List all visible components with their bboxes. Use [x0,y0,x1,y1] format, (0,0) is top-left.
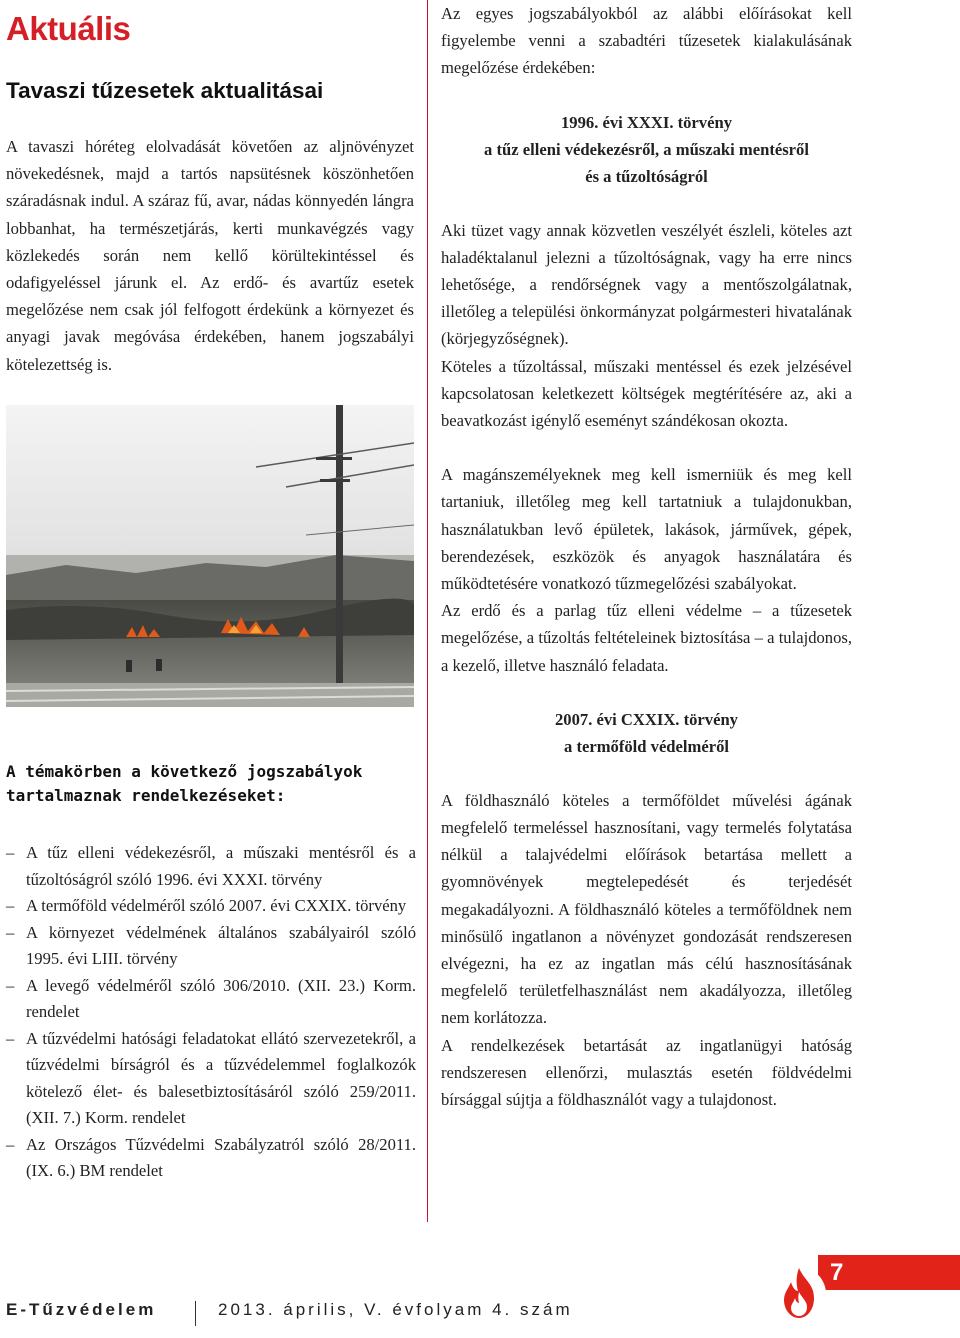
law1-title: 1996. évi XXXI. törvény [561,112,732,132]
right-column [441,0,852,1113]
footer-separator [195,1301,196,1326]
law-list-item: – A termőföld védelméről szóló 2007. évi CXXIX. törvény [6,896,407,915]
law-list-item: – A környezet védelmének általános szabályairól szóló 1995. évi LIII. törvény [6,922,416,968]
law1-subtitle-line2: és a tűzoltóságról [585,166,708,186]
right-intro: Az egyes jogszabályokból az alábbi előírásokat kell figyelembe venni a szabadtéri tűzesetek kialakulásának megelőzése érdekében: [441,4,852,78]
law1-paragraph-3: A magánszemélyeknek meg kell ismerniük és meg kell tartaniuk, illetőleg meg kell tartatniuk a tulajdonukban, használatukban levő épületek, lakások, járművek, gépek, berendezések, eszközök és anyagok használatára és működtetésére vonatkozó tűzmegelőzési szabályokat. [441,465,852,594]
page-number: 7 [830,1259,844,1286]
laws-heading: A témakörben a következő jogszabályok tartalmaznak rendelkezéseket: [6,762,363,805]
law-list-item: – A tűzvédelmi hatósági feladatokat ellátó szervezetekről, a tűzvédelmi bírságról és a tűzvédelemmel foglalkozók kötelező élet- és balesetbiztosításáról szóló 259/2011. (XII. 7.) Korm. rendelet [6,1028,416,1127]
flame-icon [770,1262,828,1324]
law-list-item: – A tűz elleni védekezésről, a műszaki mentésről és a tűzoltóságról szóló 1996. évi XXXI. törvény [6,843,416,889]
law2-paragraph-2: A rendelkezések betartását az ingatlanügyi hatóság rendszeresen ellenőrzi, mulasztás esetén földvédelmi bírsággal sújtja a földhasználót vagy a tulajdonost. [441,1035,852,1110]
footer-brand: E-Tűzvédelem [6,1300,157,1319]
law-list-item: – A levegő védelméről szóló 306/2010. (XII. 23.) Korm. rendelet [6,975,416,1021]
law2-subtitle: a termőföld védelméről [564,736,729,756]
section-label: Aktuális [6,10,131,47]
law2-paragraph-1: A földhasználó köteles a termőföldet művelési ágának megfelelő termeléssel hasznosítani, vagy termelés folytatása nélkül a talajvédelmi előírások betartása mellett a gyomnövények megtelepedését és terjedését megakadályozni. A földhasználó köteles a termőföldnek nem minősülő ingatlanon a növényzet gondozását rendszeresen elvégezni, ha ez az ingatlan más célú hasznosításának megfelelő területfelhasználást nem akadályozza, illetőleg nem korlátozza. [441,790,852,1028]
law2-title: 2007. évi CXXIX. törvény [555,709,738,729]
column-divider [427,0,428,1222]
footer-issue: 2013. április, V. évfolyam 4. szám [218,1300,573,1319]
law-list [6,840,416,1185]
law-list-item: – Az Országos Tűzvédelmi Szabályzatról szóló 28/2011. (IX. 6.) BM rendelet [6,1134,416,1180]
law1-paragraph-1: Aki tüzet vagy annak közvetlen veszélyét észleli, köteles azt haladéktalanul jelezni a tűzoltóságnak, vagy ha erre nincs lehetősége, a rendőrségnek vagy a mentőszolgálatnak, illetőleg a települési önkormányzat polgármesteri hivatalának (körjegyzőségnek). [441,220,852,349]
article-title: Tavaszi tűzesetek aktualitásai [6,78,324,103]
grass-fire-photo [6,405,414,707]
law1-paragraph-2: Köteles a tűzoltással, műszaki mentéssel és ezek jelzésével kapcsolatosan keletkezett költségek megtérítésére az, aki a beavatkozást igénylő eseményt szándékosan okozta. [441,356,852,431]
law1-paragraph-4: Az erdő és a parlag tűz elleni védelme – a tűzesetek megelőzése, a tűzoltás feltételeinek biztosítása – a tulajdonos, a kezelő, illetve használó feladata. [441,601,852,675]
law1-subtitle-line1: a tűz elleni védekezésről, a műszaki mentésről [484,139,809,159]
intro-paragraph: A tavaszi hóréteg elolvadását követően az aljnövényzet növekedésnek, majd a tartós napsütésnek köszönhetően száradásnak indul. A száraz fű, avar, nádas könnyedén lángra lobbanhat, ha természetjárás, kerti munkavégzés vagy közlekedés során nem kellő körültekintéssel és odafigyeléssel járunk el. Az erdő- és avartűz esetek megelőzése nem csak jól felfogott érdekünk a környezet és anyagi javak megóvása érdekében, hanem jogszabályi kötelezettség is. [6,137,414,374]
